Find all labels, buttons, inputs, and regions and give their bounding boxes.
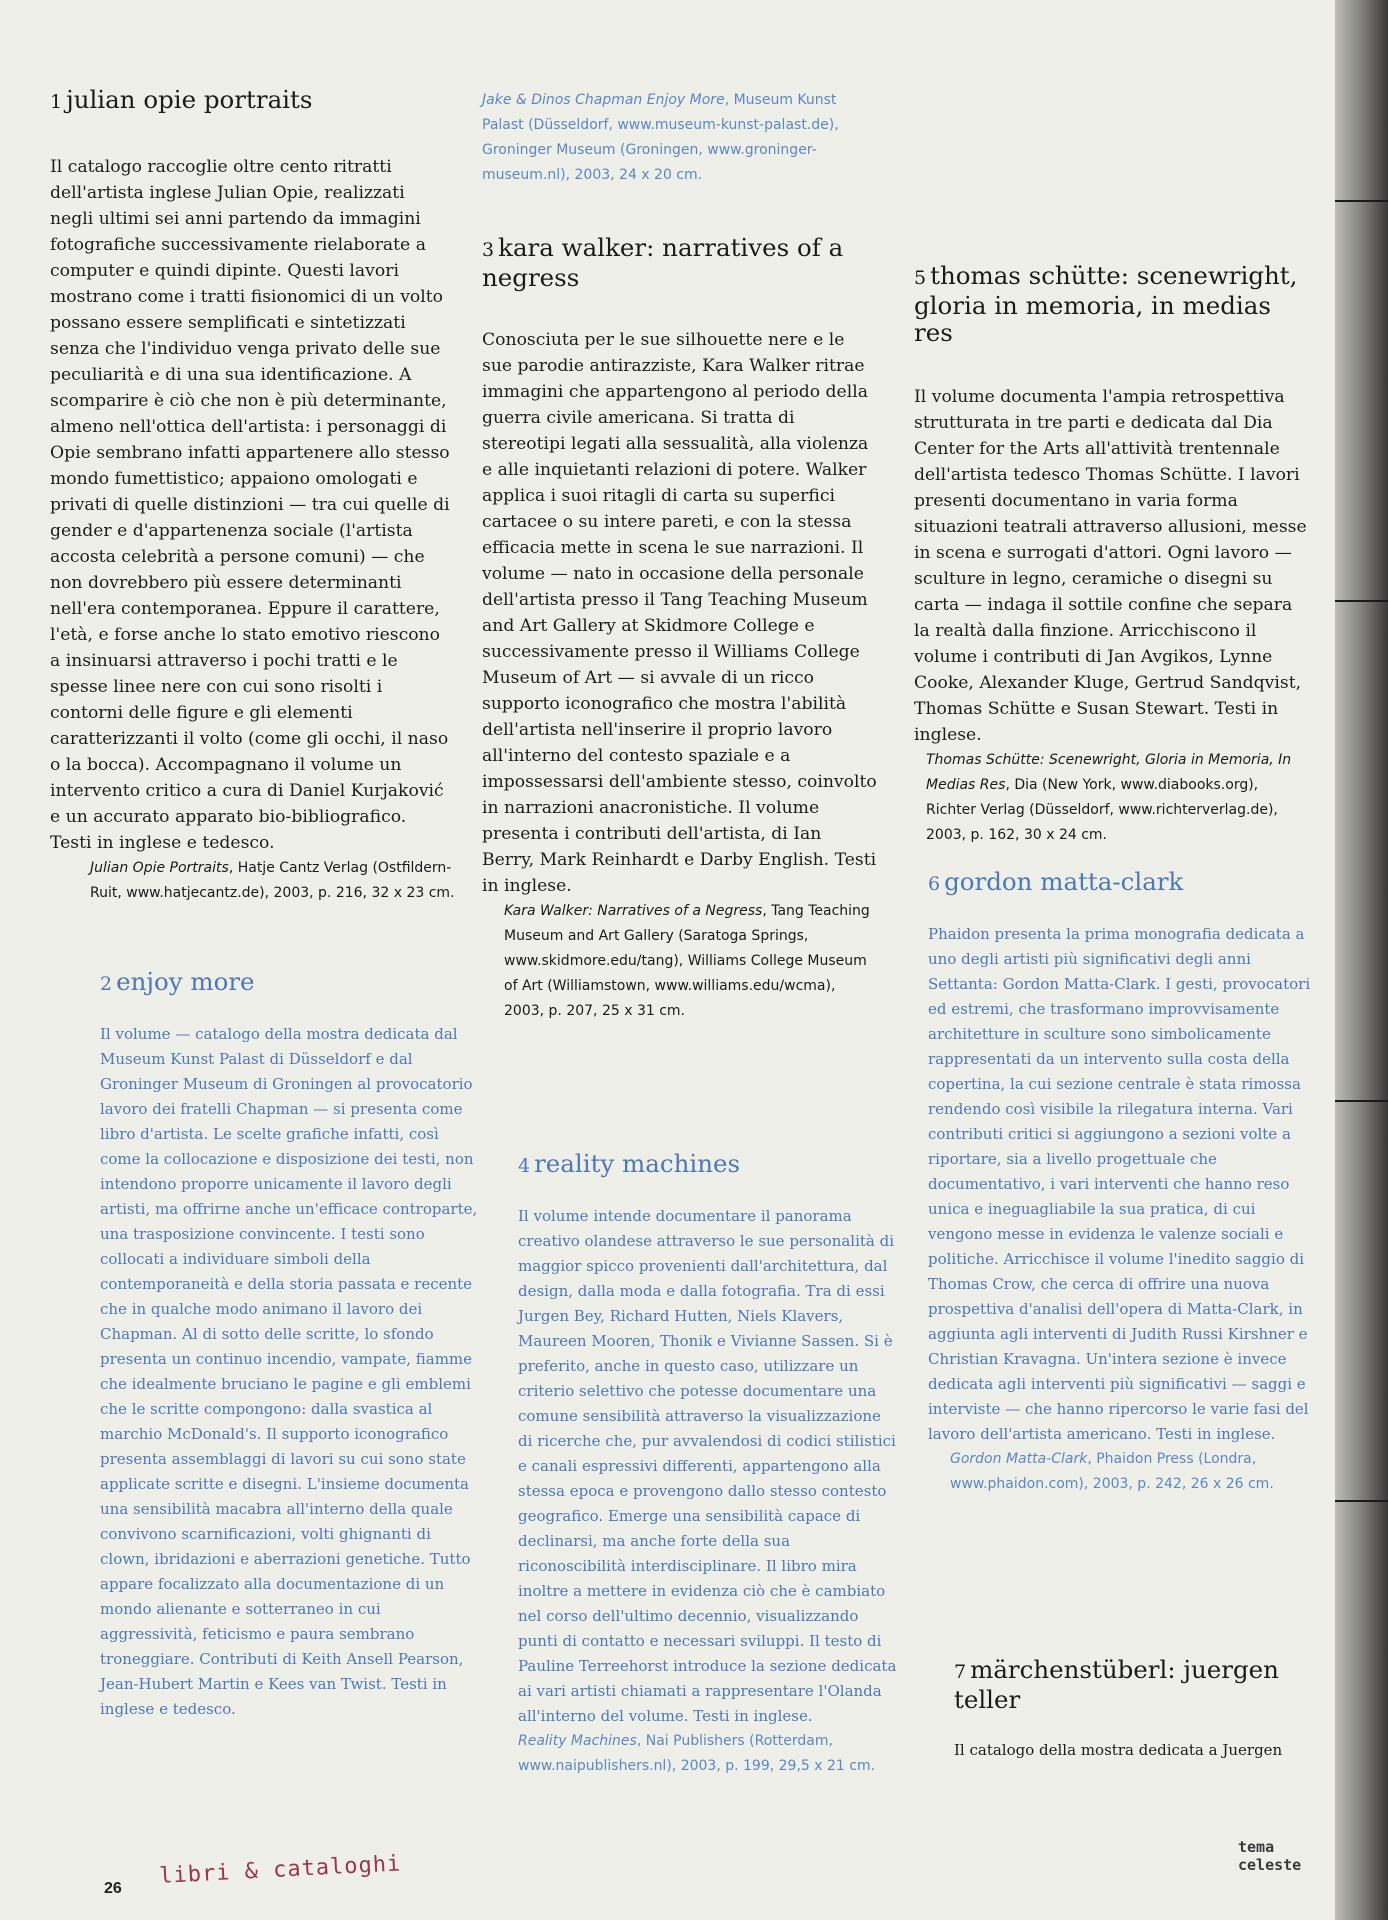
article-5-caption-title: Thomas Schütte: Scenewright, Gloria in Memoria, In Medias Res: [926, 752, 1292, 793]
column-2-lower: [518, 1150, 898, 1779]
article-1-caption: [90, 856, 460, 906]
article-4-body: Il volume intende documentare il panorama creativo olandese attraverso le sue personalità di maggior spicco provenienti dall'architettura, dal design, dalla moda e dalla fotografia. Tra di essi Jurgen Bey, Richard Hutten, Niels Klavers, Maureen Mooren, Thonik e Vivianne Sassen. Si è preferito, anche in questo caso, utilizzare un criterio selettivo che potesse documentare una comune sensibilità attraverso la visualizzazione di ricerche che, pur avvalendosi di codici stilistici e canali espressivi differenti, appartengono alla stessa epoca e provengono dallo stesso contesto geografico. Emerge una sensibilità capace di declinarsi, ma anche forte della sua riconoscibilità interdisciplinare. Il libro mira inoltre a mettere in evidenza ciò che è cambiato nel corso dell'ultimo decennio, visualizzando punti di contatto e necessari sviluppi. Il testo di Pauline Terreehorst introduce la sezione dedicata ai vari artisti chiamati a rappresentare l'Olanda all'interno del volume. Testi in inglese.: [518, 1207, 897, 1725]
article-6-heading: [928, 868, 1318, 898]
page-number: 26: [104, 1880, 122, 1897]
article-4-caption-details: , Nai Publishers (Rotterdam, www.naipublishers.nl), 2003, p. 199, 29,5 x 21 cm.: [518, 1733, 876, 1774]
page-edge-line: [1335, 200, 1388, 202]
article-2-caption: [482, 88, 852, 188]
article-5: [914, 262, 1314, 848]
article-1-number: 1: [50, 91, 63, 113]
article-5-caption-details: , Dia (New York, www.diabooks.org), Richter Verlag (Düsseldorf, www.richterverlag.de), 2003, p. 162, 30 x 24 cm.: [926, 777, 1278, 843]
article-7-number: 7: [954, 1661, 967, 1683]
article-3-caption: [504, 899, 874, 1024]
article-1: [50, 86, 470, 906]
article-2: [100, 968, 480, 1722]
page-edge-line: [1335, 1100, 1388, 1102]
article-2-caption-title: Jake & Dinos Chapman Enjoy More: [482, 92, 725, 108]
article-2-body: Il volume — catalogo della mostra dedicata dal Museum Kunst Palast di Düsseldorf e dal Groninger Museum di Groningen al provocatorio lavoro dei fratelli Chapman — si presenta come libro d'artista. Le scelte grafiche infatti, così come la collocazione e disposizione dei testi, non intendono proporre unicamente il lavoro degli artisti, ma offrirne anche un'efficace controparte, una trasposizione convincente. I testi sono collocati a individuare simboli della contemporaneità e della storia passata e recente che in qualche modo animano il lavoro dei Chapman. Al di sotto delle scritte, lo sfondo presenta un continuo incendio, vampate, fiamme che idealmente bruciano le pagine e gli emblemi che le scritte compongono: dalla svastica al marchio McDonald's. Il supporto iconografico presenta assemblaggi di lavori su cui sono state applicate scritte e disegni. L'insieme documenta una sensibilità macabra all'interno della quale convivono scarnificazioni, volti ghignanti di clown, ibridazioni e aberrazioni genetiche. Tutto appare focalizzato alla documentazione di un mondo alienante e sotterraneo in cui aggressività, feticismo e paura sembrano troneggiare. Contributi di Keith Ansell Pearson, Jean-Hubert Martin e Kees van Twist. Testi in inglese e tedesco.: [100, 1025, 478, 1718]
article-4-title: reality machines: [534, 1149, 741, 1178]
article-3: [482, 234, 882, 1024]
column-1-lower: [100, 968, 480, 1722]
article-3-body: Conosciuta per le sue silhouette nere e le sue parodie antirazziste, Kara Walker ritrae immagini che appartengono al periodo della guerra civile americana. Si tratta di stereotipi legati alla sessualità, alla violenza e alle inquietanti relazioni di potere. Walker applica i suoi ritagli di carta su superfici cartacee o su intere pareti, e con la stessa efficacia mette in scena le sue narrazioni. Il volume — nato in occasione della personale dell'artista presso il Tang Teaching Museum and Art Gallery at Skidmore College e successivamente presso il Williams College Museum of Art — si avvale di un ricco supporto iconografico che mostra l'abilità dell'artista nell'inserire il proprio lavoro all'interno del contesto spaziale e a impossessarsi dell'ambiente stesso, coinvolto in narrazioni anacronistiche. Il volume presenta i contributi dell'artista, di Ian Berry, Mark Reinhardt e Darby English. Testi in inglese.: [482, 330, 877, 896]
article-2-number: 2: [100, 973, 113, 995]
article-6-caption: [950, 1447, 1310, 1497]
article-6-number: 6: [928, 873, 941, 895]
article-2-heading: [100, 968, 480, 998]
article-2-caption-details: , Museum Kunst Palast (Düsseldorf, www.museum-kunst-palast.de), Groninger Museum (Groningen, www.groninger-museum.nl), 2003, 24 x 20 cm.: [482, 92, 839, 183]
article-5-body: Il volume documenta l'ampia retrospettiva strutturata in tre parti e dedicata dal Dia Center for the Arts all'attività trentennale dell'artista tedesco Thomas Schütte. I lavori presenti documentano in varia forma situazioni teatrali attraverso allusioni, messe in scena e surrogati d'attori. Ogni lavoro — sculture in legno, ceramiche o disegni su carta — indaga il sottile confine che separa la realtà dalla finzione. Arricchiscono il volume i contributi di Jan Avgikos, Lynne Cooke, Alexander Kluge, Gertrud Sandqvist, Thomas Schütte e Susan Stewart. Testi in inglese.: [914, 387, 1307, 745]
article-6-title: gordon matta-clark: [944, 867, 1184, 896]
page-edge: [1335, 0, 1388, 1920]
article-2-title: enjoy more: [116, 967, 255, 996]
article-3-number: 3: [482, 239, 495, 261]
article-1-caption-details: , Hatje Cantz Verlag (Ostfildern-Ruit, www.hatjecantz.de), 2003, p. 216, 32 x 23 cm.: [90, 860, 455, 901]
article-5-caption: [926, 748, 1311, 848]
article-4-caption: [518, 1729, 888, 1779]
section-label: libri & cataloghi: [158, 1851, 402, 1889]
article-4-heading: [518, 1150, 898, 1180]
article-5-heading: [914, 262, 1314, 346]
article-7: [954, 1656, 1314, 1763]
page-edge-line: [1335, 600, 1388, 602]
article-5-title: thomas schütte: scenewright, gloria in memoria, in medias res: [914, 261, 1298, 347]
article-3-caption-details: , Tang Teaching Museum and Art Gallery (Saratoga Springs, www.skidmore.edu/tang), Williams College Museum of Art (Williamstown, www.williams.edu/wcma), 2003, p. 207, 25 x 31 cm.: [504, 903, 870, 1019]
article-4: [518, 1150, 898, 1779]
column-2: [482, 88, 882, 1024]
article-3-heading: [482, 234, 882, 291]
article-6-body: Phaidon presenta la prima monografia dedicata a uno degli artisti più significativi degli anni Settanta: Gordon Matta-Clark. I gesti, provocatori ed estremi, che trasformano improvvisamente architetture in sculture sono simbolicamente rappresentati da un intervento sulla costa della copertina, la cui sezione centrale è stata rimossa rendendo così visibile la rilegatura interna. Vari contributi critici si aggiungono a sezioni volte a riportare, sia a livello progettuale che documentativo, i vari interventi che hanno reso unica e ineguagliabile la sua pratica, di cui vengono messe in evidenza le valenze sociali e politiche. Arricchisce il volume l'inedito saggio di Thomas Crow, che cerca di offrire una nuova prospettiva d'analisi dell'opera di Matta-Clark, in aggiunta agli interventi di Judith Russi Kirshner e Christian Kravagna. Un'intera sezione è invece dedicata agli interventi più significativi — saggi e interviste — che hanno ripercorso le varie fasi del lavoro dell'artista americano. Testi in inglese.: [928, 925, 1311, 1443]
article-1-heading: [50, 86, 470, 116]
article-1-title: julian opie portraits: [66, 85, 313, 114]
article-4-number: 4: [518, 1155, 531, 1177]
column-1: [50, 86, 470, 906]
article-1-body: Il catalogo raccoglie oltre cento ritratti dell'artista inglese Julian Opie, realizzati negli ultimi sei anni partendo da immagini fotografiche successivamente rielaborate a computer e quindi dipinte. Questi lavori mostrano come i tratti fisionomici di un volto possano essere semplificati e sintetizzati senza che l'individuo venga privato delle sue peculiarità e di una sua identificazione. A scomparire è ciò che non è più determinante, almeno nell'ottica dell'artista: i personaggi di Opie sembrano infatti appartenere allo stesso mondo fumettistico; appaiono omologati e privati di quelle distinzioni — tra cui quelle di gender e d'appartenenza sociale (l'artista accosta celebrità a persone comuni) — che non dovrebbero più essere determinanti nell'era contemporanea. Eppure il carattere, l'età, e forse anche lo stato emotivo riescono a insinuarsi attraverso i pochi tratti e le spesse linee nere con cui sono risolti i contorni delle figure e gli elementi caratterizzanti il volto (come gli occhi, il naso o la bocca). Accompagnano il volume un intervento critico a cura di Daniel Kurjaković e un accurato apparato bio-bibliografico. Testi in inglese e tedesco.: [50, 157, 450, 853]
article-5-number: 5: [914, 267, 927, 289]
column-3: [914, 262, 1314, 848]
column-3-bottom: [954, 1656, 1314, 1763]
article-7-title: märchenstüberl: juergen teller: [954, 1655, 1279, 1714]
article-1-caption-title: Julian Opie Portraits: [90, 860, 229, 876]
article-4-caption-title: Reality Machines: [518, 1733, 637, 1749]
article-7-heading: [954, 1656, 1314, 1713]
column-3-lower: [928, 868, 1318, 1497]
article-3-caption-title: Kara Walker: Narratives of a Negress: [504, 903, 763, 919]
page-edge-line: [1335, 1500, 1388, 1502]
magazine-name: tema celeste: [1238, 1838, 1302, 1874]
article-3-title: kara walker: narratives of a negress: [482, 233, 844, 292]
article-6-caption-details: , Phaidon Press (Londra, www.phaidon.com), 2003, p. 242, 26 x 26 cm.: [950, 1451, 1274, 1492]
article-6-caption-title: Gordon Matta-Clark: [950, 1451, 1088, 1467]
article-6: [928, 868, 1318, 1497]
article-7-body: Il catalogo della mostra dedicata a Juergen: [954, 1741, 1283, 1759]
